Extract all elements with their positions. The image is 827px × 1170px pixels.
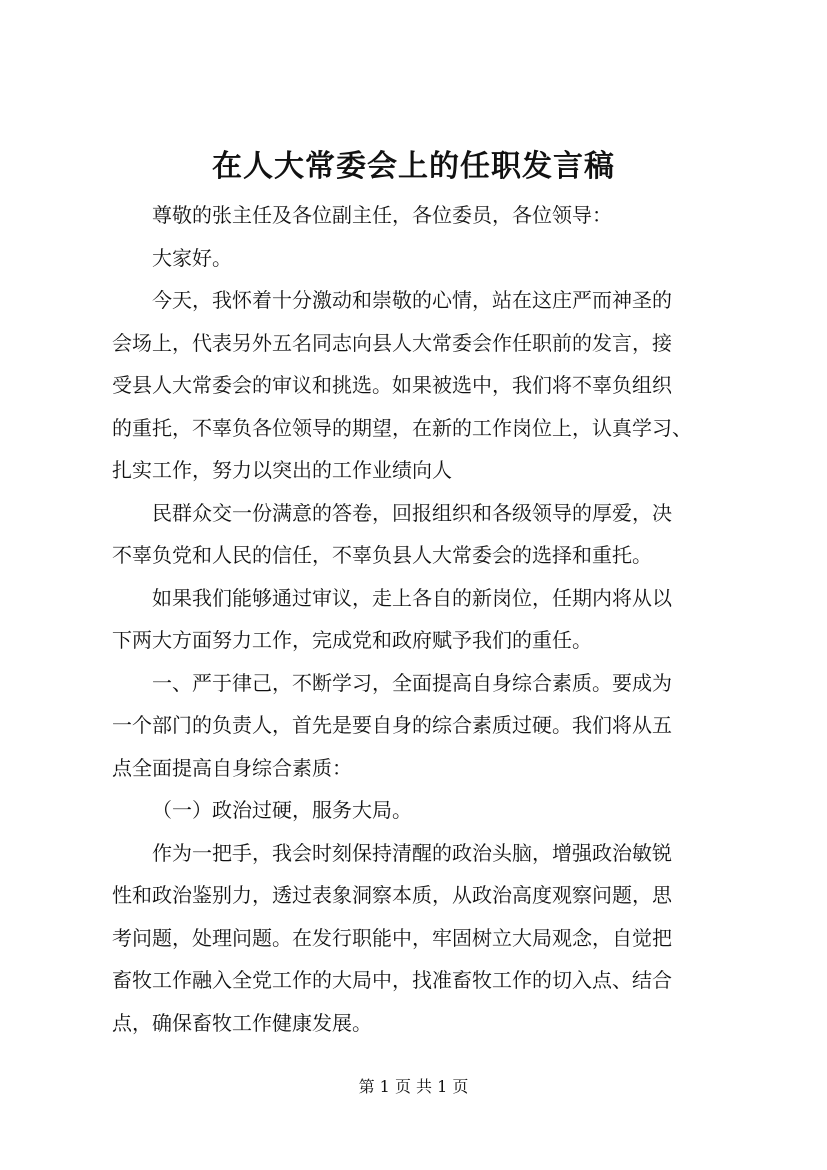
text-line: 下两大方面努力工作，完成党和政府赋予我们的重任。 [112,628,592,652]
text-line: 如果我们能够通过审议，走上各自的新岗位，任期内将从以 [152,585,672,610]
text-line: 性和政治鉴别力，透过表象洞察本质，从政治高度观察问题，思 [112,883,672,907]
section-heading: （一）政治过硬，服务大局。 [152,798,412,822]
text-line: 受县人大常委会的审议和挑选。如果被选中，我们将不辜负组织 [112,373,672,397]
text-line: 畜牧工作融入全党工作的大局中，找准畜牧工作的切入点、结合 [112,968,672,992]
text-line: 一个部门的负责人，首先是要自身的综合素质过硬。我们将从五 [112,713,672,737]
text-line: 会场上，代表另外五名同志向县人大常委会作任职前的发言，接 [112,330,672,355]
text-line: 考问题，处理问题。在发行职能中，牢固树立大局观念，自觉把 [112,925,672,950]
text-line: 大家好。 [152,245,232,270]
page-footer: 第 1 页 共 1 页 [358,1077,469,1096]
text-line: 不辜负党和人民的信任，不辜负县人大常委会的选择和重托。 [112,543,652,567]
text-line: 作为一把手，我会时刻保持清醒的政治头脑，增强政治敏锐 [152,840,672,865]
text-line: 民群众交一份满意的答卷，回报组织和各级领导的厚爱，决 [152,500,672,525]
text-line: 一、严于律己，不断学习，全面提高自身综合素质。要成为 [152,670,672,695]
text-line: 扎实工作，努力以突出的工作业绩向人 [112,458,452,482]
text-line: 尊敬的张主任及各位副主任，各位委员，各位领导： [152,203,612,227]
text-line: 点，确保畜牧工作健康发展。 [112,1010,372,1035]
document-body [112,194,724,1044]
document-title: 在人大常委会上的任职发言稿 [212,149,615,184]
text-line: 今天，我怀着十分激动和崇敬的心情，站在这庄严而神圣的 [152,288,672,312]
text-line: 点全面提高自身综合素质： [112,755,352,780]
text-line: 的重托，不辜负各位领导的期望，在新的工作岗位上，认真学习、 [112,415,692,440]
